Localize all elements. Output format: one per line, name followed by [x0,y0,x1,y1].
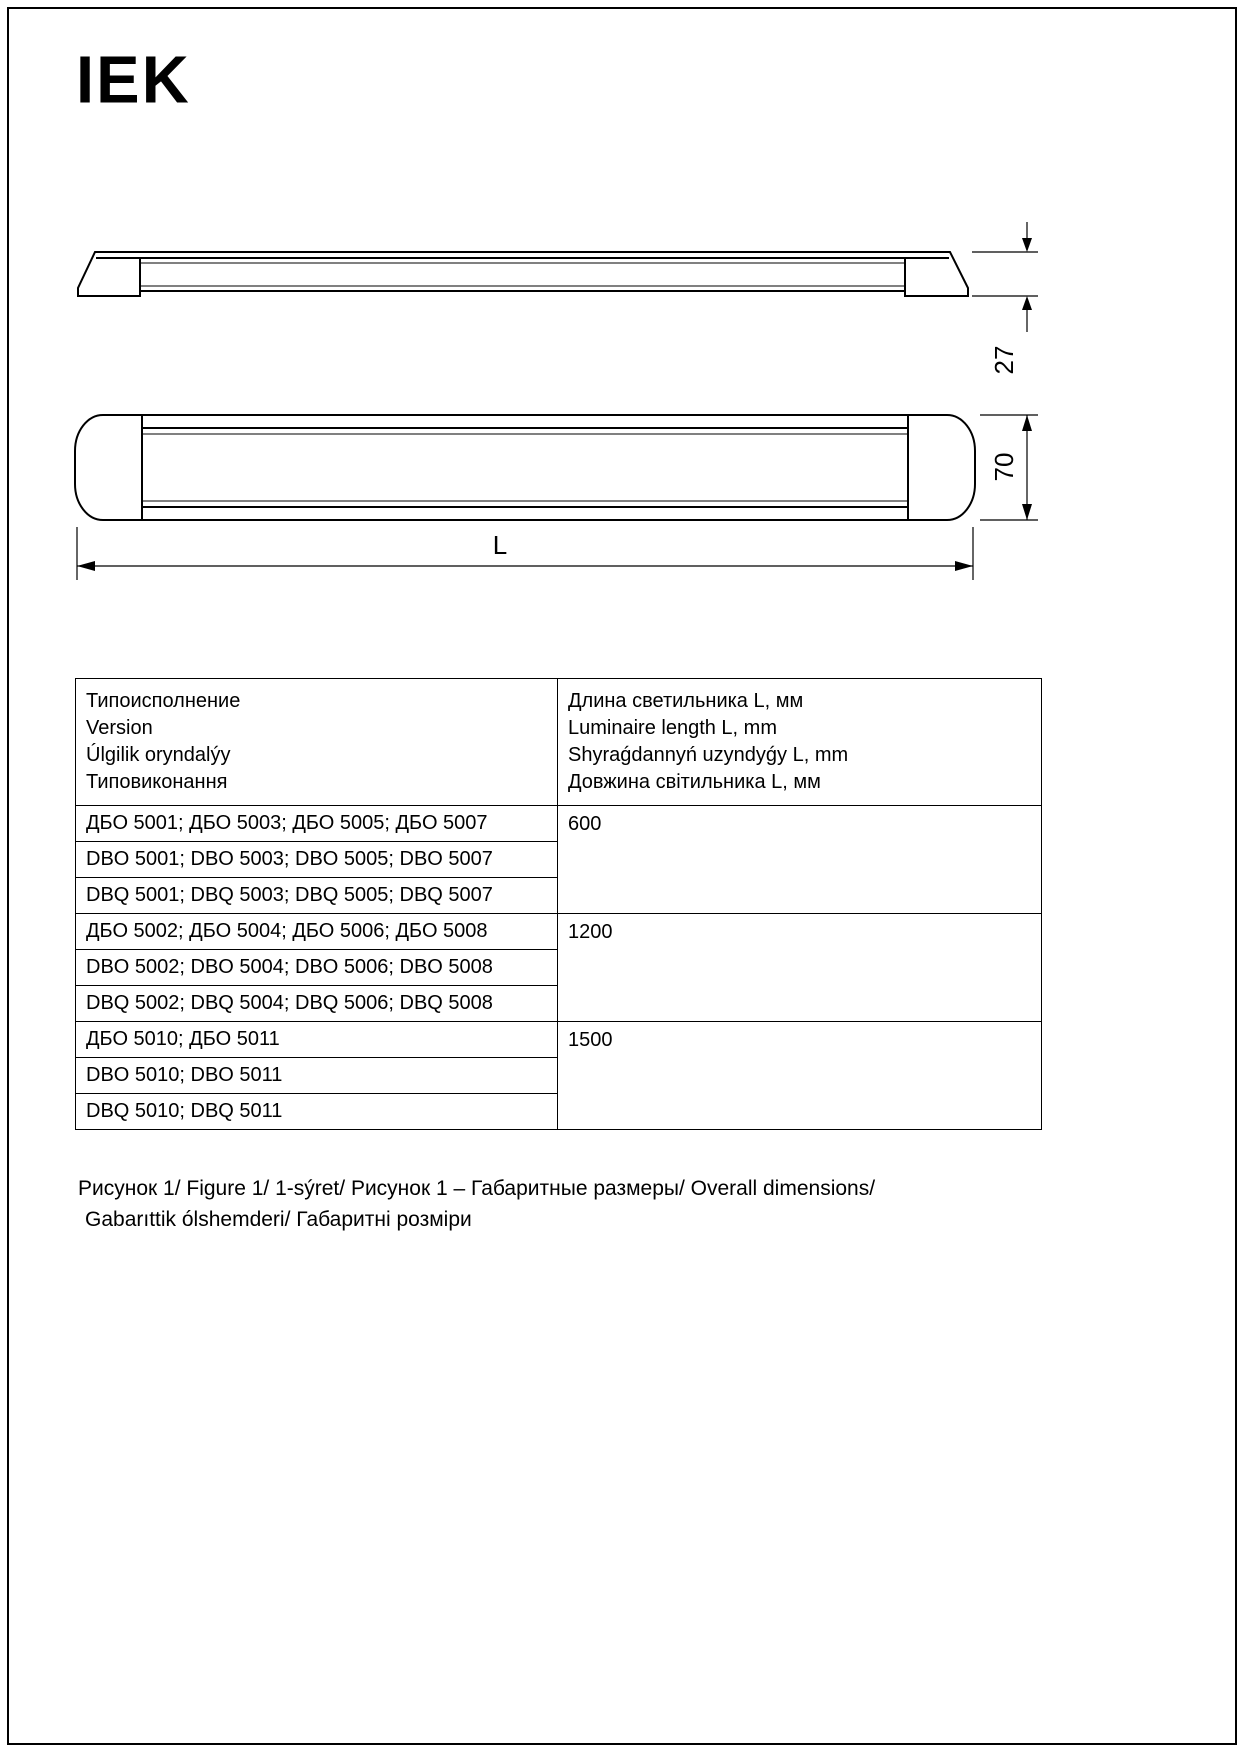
header-length-line-uk: Довжина світильника L, мм [568,771,821,793]
figure-caption [78,1173,1098,1235]
header-length-line-kk: Shyraǵdannyń uzyndyǵy L, mm [568,744,849,766]
table-row [76,914,1042,950]
model-cell: DBQ 5001; DBQ 5003; DBQ 5005; DBQ 5007 [76,878,558,914]
overall-dimensions-drawing [0,0,1244,620]
table-row [76,1022,1042,1058]
figure-caption-line2: Gabarıttik ólshemderi/ Габаритні розміри [85,1208,472,1231]
dimension-27 [972,222,1038,374]
header-length-line-en: Luminaire length L, mm [568,717,777,739]
model-cell: DBQ 5002; DBQ 5004; DBQ 5006; DBQ 5008 [76,986,558,1022]
luminaire-profile-view [78,252,968,296]
length-cell: 1500 [558,1022,1042,1130]
length-cell: 600 [558,806,1042,914]
model-cell: ДБО 5010; ДБО 5011 [76,1022,558,1058]
dimension-70 [980,415,1038,520]
column-header-length [558,679,1042,806]
model-cell: DBQ 5010; DBQ 5011 [76,1094,558,1130]
model-cell: DBO 5001; DBO 5003; DBO 5005; DBO 5007 [76,842,558,878]
dimension-length [77,527,973,580]
iek-logo: IEK [76,43,191,118]
dimensions-table [75,678,1042,1130]
figure-caption-line1: Рисунок 1/ Figure 1/ 1-sýret/ Рисунок 1 – Габаритные размеры/ Overall dimensions/ [78,1177,876,1200]
model-cell: DBO 5002; DBO 5004; DBO 5006; DBO 5008 [76,950,558,986]
header-version-line-en: Version [86,717,153,739]
model-cell: ДБО 5002; ДБО 5004; ДБО 5006; ДБО 5008 [76,914,558,950]
header-version-line-uk: Типовиконання [86,771,228,793]
dimension-label-70: 70 [988,452,1019,482]
header-version-line-ru: Типоисполнение [86,690,241,712]
dimension-label-L: L [492,530,508,560]
header-version-line-kk: Úlgilik oryndalýy [86,744,231,766]
dimension-label-27: 27 [988,345,1019,375]
table-row [76,806,1042,842]
model-cell: ДБО 5001; ДБО 5003; ДБО 5005; ДБО 5007 [76,806,558,842]
luminaire-front-view [75,415,975,520]
table-header-row [76,679,1042,806]
column-header-version [76,679,558,806]
header-length-line-ru: Длина светильника L, мм [568,690,804,712]
model-cell: DBO 5010; DBO 5011 [76,1058,558,1094]
length-cell: 1200 [558,914,1042,1022]
